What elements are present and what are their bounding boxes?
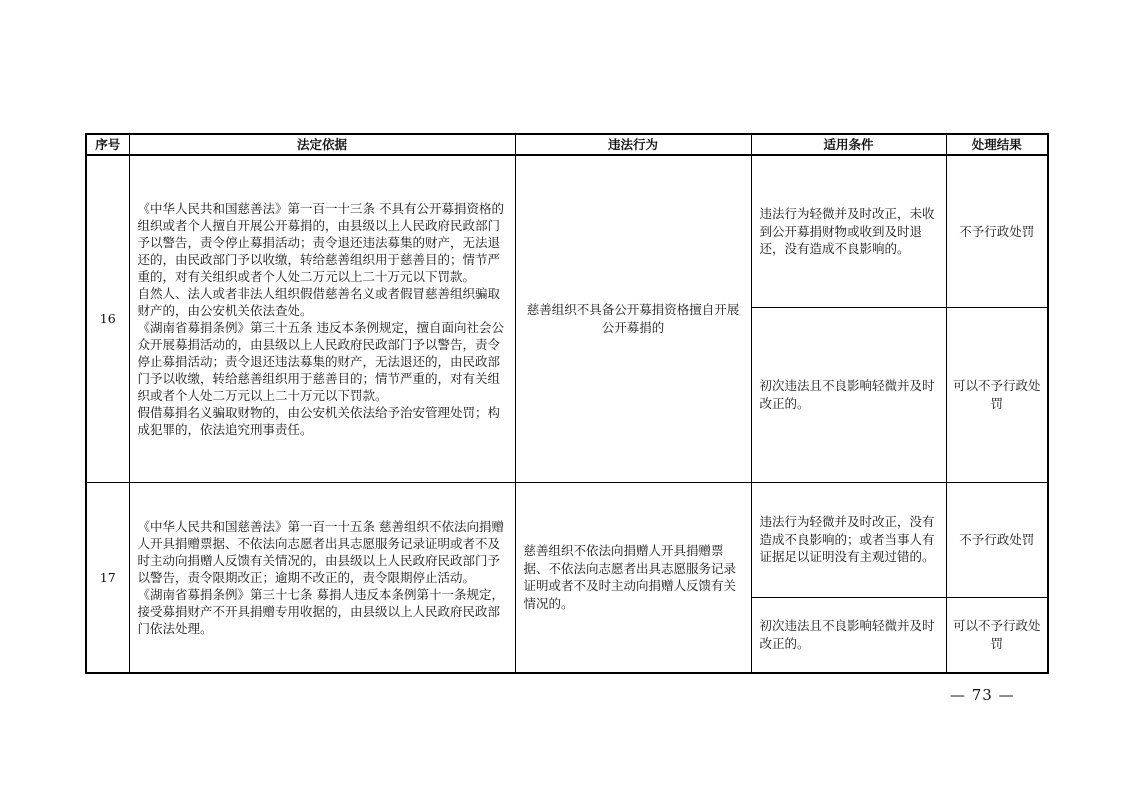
legal-basis-paragraph: 假借募捐名义骗取财物的，由公安机关依法给予治安管理处罚；构成犯罪的，依法追究刑事责任。 — [137, 404, 501, 437]
legal-basis-paragraph: 《湖南省募捐条例》第三十七条 募捐人违反本条例第十一条规定，接受募捐财产不开具捐赠专用收据的，由县级以上人民政府民政部门依法处理。 — [137, 586, 504, 636]
header-serial-number: 序号 — [86, 134, 129, 155]
header-violation: 违法行为 — [515, 134, 751, 155]
table-row — [86, 155, 1048, 307]
legal-basis-paragraph: 《湖南省募捐条例》第三十五条 违反本条例规定，擅自面向社会公众开展募捐活动的，由县级以上人民政府民政部门予以警告，责令停止募捐活动；责令退还违法募集的财产，无法退还的，由民政部门予以收缴，转给慈善组织用于慈善目的；情节严重的，对有关组织或者个人处二万元以上二十万元以下罚款。 — [137, 319, 504, 403]
legal-basis-cell — [129, 482, 515, 673]
result-cell: 不予行政处罚 — [946, 155, 1048, 307]
result-cell: 可以不予行政处罚 — [946, 597, 1048, 673]
legal-basis-cell — [129, 155, 515, 482]
result-cell: 可以不予行政处罚 — [946, 307, 1048, 482]
legal-basis-paragraph: 《中华人民共和国慈善法》第一百一十三条 不具有公开募捐资格的组织或者个人擅自开展公开募捐的，由县级以上人民政府民政部门予以警告，责令停止募捐活动；责令退还违法募集的财产，无法退还的，由民政部门予以收缴，转给慈善组织用于慈善目的；情节严重的，对有关组织或者个人处二万元以上二十万元以下罚款。 — [137, 200, 504, 284]
penalty-exemption-table — [85, 133, 1049, 674]
page-number: — 73 — — [950, 686, 1015, 704]
row-serial-number: 16 — [86, 155, 129, 482]
violation-cell: 慈善组织不具备公开募捐资格擅自开展公开募捐的 — [515, 155, 751, 482]
header-result: 处理结果 — [946, 134, 1048, 155]
row-serial-number: 17 — [86, 482, 129, 673]
table-row — [86, 482, 1048, 597]
header-condition: 适用条件 — [751, 134, 946, 155]
table-header-row — [86, 134, 1048, 155]
condition-cell: 初次违法且不良影响轻微并及时改正的。 — [751, 307, 946, 482]
header-legal-basis: 法定依据 — [129, 134, 515, 155]
condition-cell: 违法行为轻微并及时改正，未收到公开募捐财物或收到及时退还，没有造成不良影响的。 — [751, 155, 946, 307]
legal-basis-paragraph: 自然人、法人或者非法人组织假借慈善名义或者假冒慈善组织骗取财产的，由公安机关依法查处。 — [137, 285, 501, 318]
result-cell: 不予行政处罚 — [946, 482, 1048, 597]
condition-cell: 初次违法且不良影响轻微并及时改正的。 — [751, 597, 946, 673]
violation-cell: 慈善组织不依法向捐赠人开具捐赠票据、不依法向志愿者出具志愿服务记录证明或者不及时主动向捐赠人反馈有关情况的。 — [515, 482, 751, 673]
legal-basis-paragraph: 《中华人民共和国慈善法》第一百一十五条 慈善组织不依法向捐赠人开具捐赠票据、不依法向志愿者出具志愿服务记录证明或者不及时主动向捐赠人反馈有关情况的，由县级以上人民政府民政部门予以警告，责令限期改正；逾期不改正的，责令限期停止活动。 — [137, 518, 504, 585]
condition-cell: 违法行为轻微并及时改正，没有造成不良影响的；或者当事人有证据足以证明没有主观过错的。 — [751, 482, 946, 597]
